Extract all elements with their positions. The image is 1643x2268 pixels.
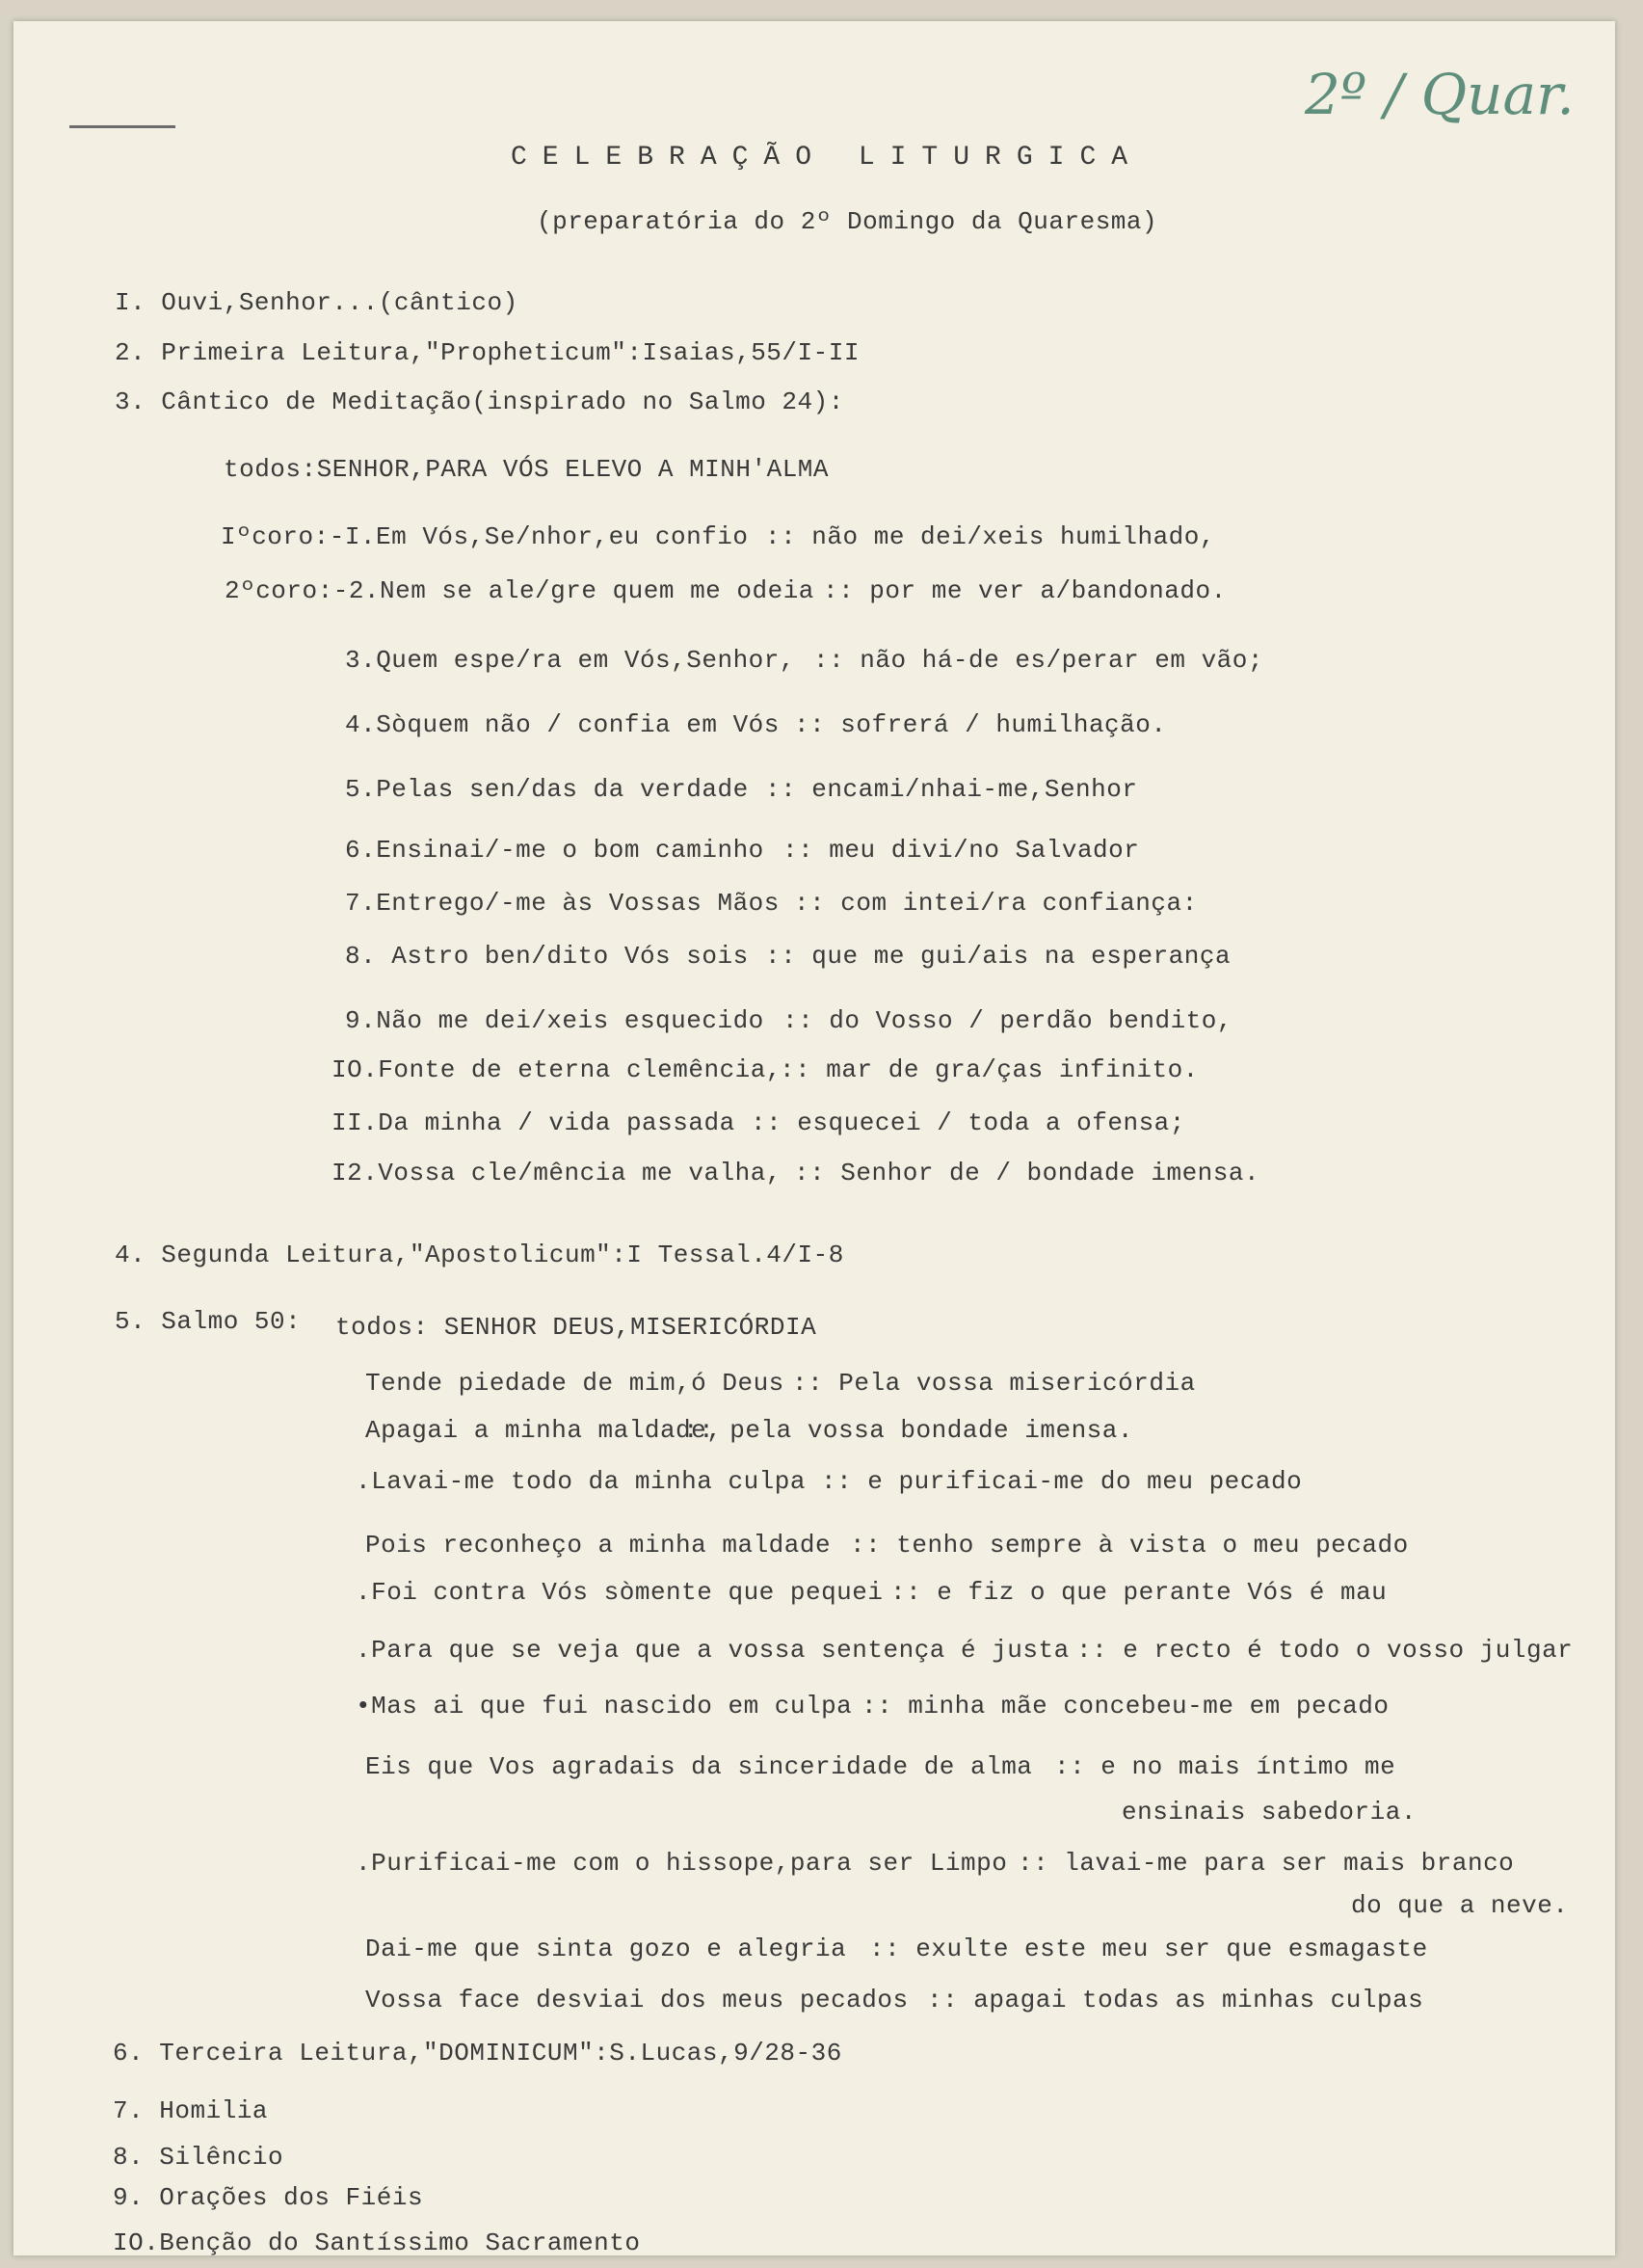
handwritten-annotation: 2º / Quar. bbox=[1305, 62, 1575, 127]
document-page bbox=[13, 21, 1615, 2255]
cantico-verse-b: :: Senhor de / bondade imensa. bbox=[794, 1159, 1260, 1187]
item-10: IO.Benção do Santíssimo Sacramento bbox=[113, 2228, 641, 2257]
cantico-verse-a: IO.Fonte de eterna clemência, bbox=[331, 1055, 782, 1084]
item-1: I. Ouvi,Senhor...(cântico) bbox=[115, 288, 518, 317]
salmo-verse-continuation: do que a neve. bbox=[1351, 1891, 1569, 1920]
cantico-verse-b: :: não há-de es/perar em vão; bbox=[813, 646, 1263, 675]
salmo-verse-b: :: exulte este meu ser que esmagaste bbox=[869, 1934, 1428, 1963]
cantico-verse-b: :: meu divi/no Salvador bbox=[782, 836, 1140, 865]
cantico-verse-a: II.Da minha / vida passada bbox=[331, 1108, 735, 1137]
salmo-verse-b: :: pela vossa bondade imensa. bbox=[683, 1416, 1133, 1445]
cantico-verse-b: :: esquecei / toda a ofensa; bbox=[751, 1108, 1185, 1137]
cantico-verse-b: :: sofrerá / humilhação. bbox=[794, 710, 1167, 739]
cantico-refrain: todos:SENHOR,PARA VÓS ELEVO A MINH'ALMA bbox=[224, 455, 829, 484]
item-6: 6. Terceira Leitura,"DOMINICUM":S.Lucas,9/28-36 bbox=[113, 2039, 842, 2068]
item-3: 3. Cântico de Meditação(inspirado no Salmo 24): bbox=[115, 387, 844, 416]
cantico-verse-b: :: não me dei/xeis humilhado, bbox=[765, 522, 1215, 551]
salmo-verse-b: :: e recto é todo o vosso julgar bbox=[1076, 1636, 1574, 1665]
cantico-verse-a: 3.Quem espe/ra em Vós,Senhor, bbox=[345, 646, 795, 675]
salmo-verse-a: .Foi contra Vós sòmente que pequei bbox=[356, 1578, 884, 1607]
cantico-verse-a: Iºcoro:-I.Em Vós,Se/nhor,eu confio bbox=[221, 522, 749, 551]
item-5: 5. Salmo 50: bbox=[115, 1307, 302, 1336]
salmo-verse-b: :: minha mãe concebeu-me em pecado bbox=[861, 1692, 1390, 1721]
page-title: CELEBRAÇÃO LITURGICA bbox=[511, 143, 1144, 173]
page-subtitle: (preparatória do 2º Domingo da Quaresma) bbox=[537, 207, 1158, 236]
salmo-verse-a: .Lavai-me todo da minha culpa bbox=[356, 1467, 806, 1496]
salmo-verse-b: :: Pela vossa misericórdia bbox=[792, 1369, 1196, 1398]
cantico-verse-a: 7.Entrego/-me às Vossas Mãos bbox=[345, 889, 780, 918]
salmo-verse-b: :: e fiz o que perante Vós é mau bbox=[890, 1578, 1388, 1607]
cantico-verse-b: :: do Vosso / perdão bendito, bbox=[782, 1006, 1232, 1035]
salmo-verse-a: •Mas ai que fui nascido em culpa bbox=[356, 1692, 853, 1721]
item-2: 2. Primeira Leitura,"Propheticum":Isaias,55/I-II bbox=[115, 338, 860, 367]
salmo-verse-a: Dai-me que sinta gozo e alegria bbox=[365, 1934, 847, 1963]
salmo-verse-continuation: ensinais sabedoria. bbox=[1122, 1798, 1417, 1827]
salmo-verse-a: .Purificai-me com o hissope,para ser Limpo bbox=[356, 1849, 1008, 1878]
salmo-refrain: todos: SENHOR DEUS,MISERICÓRDIA bbox=[335, 1313, 817, 1342]
item-8: 8. Silêncio bbox=[113, 2143, 284, 2172]
cantico-verse-b: :: encami/nhai-me,Senhor bbox=[765, 775, 1138, 804]
salmo-verse-b: :: apagai todas as minhas culpas bbox=[927, 1986, 1424, 2015]
cantico-verse-a: I2.Vossa cle/mência me valha, bbox=[331, 1159, 782, 1187]
salmo-verse-a: Apagai a minha maldade, bbox=[365, 1416, 723, 1445]
salmo-verse-b: :: e no mais íntimo me bbox=[1054, 1752, 1396, 1781]
item-7: 7. Homilia bbox=[113, 2096, 269, 2125]
salmo-verse-a: Pois reconheço a minha maldade bbox=[365, 1531, 832, 1560]
cantico-verse-a: 2ºcoro:-2.Nem se ale/gre quem me odeia bbox=[225, 576, 814, 605]
salmo-verse-b: :: lavai-me para ser mais branco bbox=[1018, 1849, 1515, 1878]
cantico-verse-a: 4.Sòquem não / confia em Vós bbox=[345, 710, 780, 739]
salmo-verse-b: :: e purificai-me do meu pecado bbox=[821, 1467, 1303, 1496]
salmo-verse-b: :: tenho sempre à vista o meu pecado bbox=[850, 1531, 1409, 1560]
cantico-verse-b: :: mar de gra/ças infinito. bbox=[780, 1055, 1199, 1084]
pencil-mark bbox=[69, 125, 175, 128]
salmo-verse-a: Tende piedade de mim,ó Deus bbox=[365, 1369, 784, 1398]
cantico-verse-a: 8. Astro ben/dito Vós sois bbox=[345, 942, 749, 971]
cantico-verse-b: :: com intei/ra confiança: bbox=[794, 889, 1198, 918]
cantico-verse-b: :: que me gui/ais na esperança bbox=[765, 942, 1232, 971]
salmo-verse-a: Eis que Vos agradais da sinceridade de alma bbox=[365, 1752, 1033, 1781]
salmo-verse-a: Vossa face desviai dos meus pecados bbox=[365, 1986, 909, 2015]
cantico-verse-b: :: por me ver a/bandonado. bbox=[823, 576, 1227, 605]
salmo-verse-a: .Para que se veja que a vossa sentença é justa bbox=[356, 1636, 1070, 1665]
cantico-verse-a: 9.Não me dei/xeis esquecido bbox=[345, 1006, 764, 1035]
cantico-verse-a: 5.Pelas sen/das da verdade bbox=[345, 775, 749, 804]
item-9: 9. Orações dos Fiéis bbox=[113, 2183, 424, 2212]
item-4: 4. Segunda Leitura,"Apostolicum":I Tessal.4/I-8 bbox=[115, 1241, 844, 1269]
cantico-verse-a: 6.Ensinai/-me o bom caminho bbox=[345, 836, 764, 865]
